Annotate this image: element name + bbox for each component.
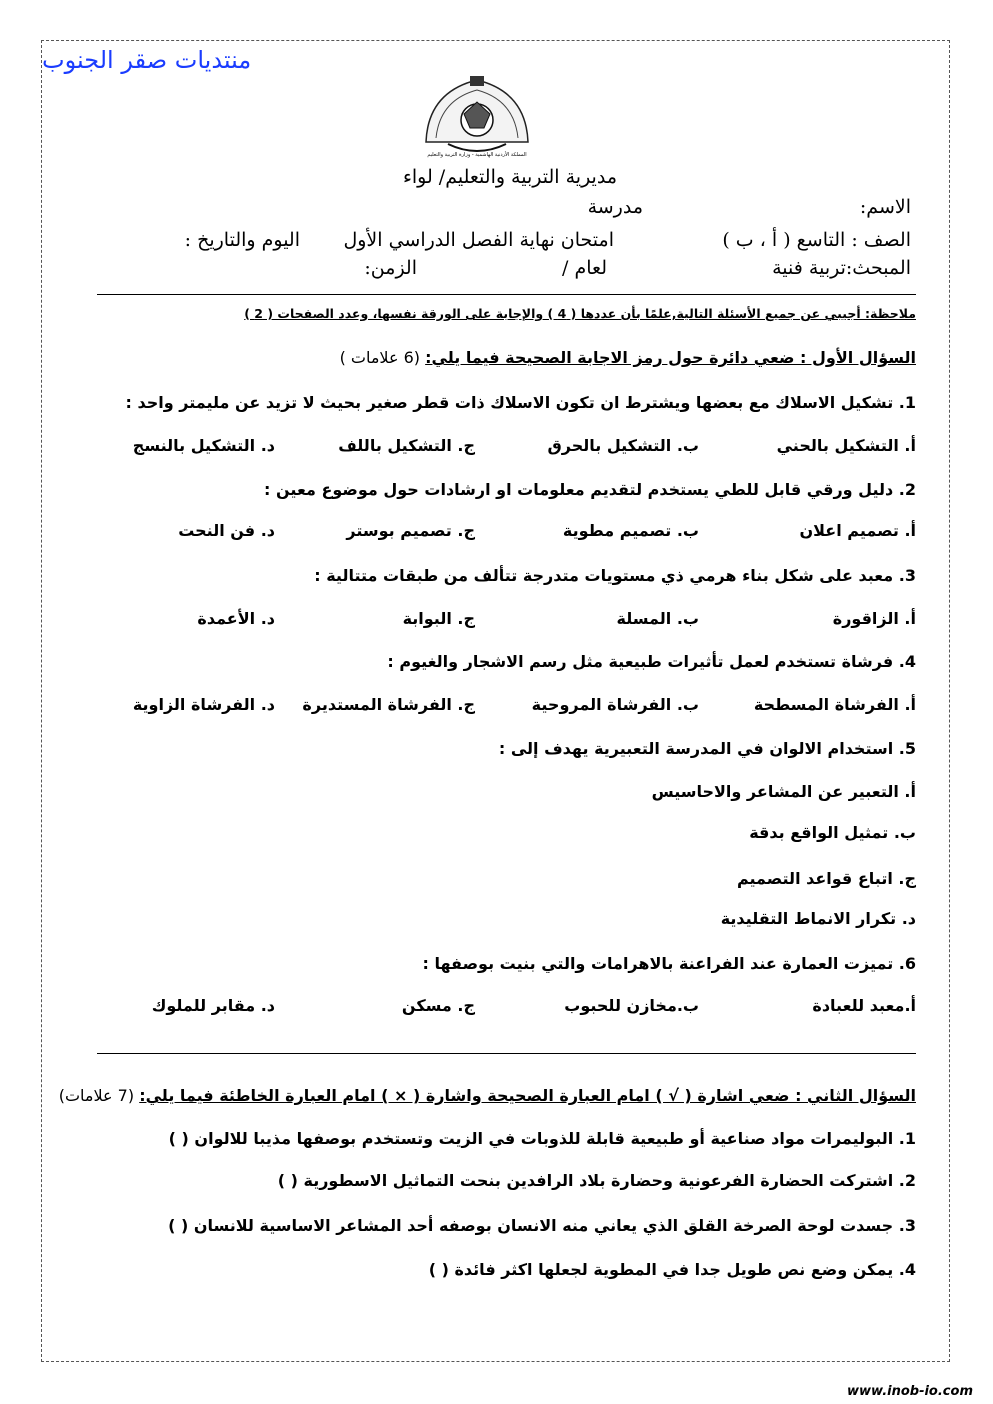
q2-item-2: 2. اشتركت الحضارة الفرعونية وحضارة بلاد الرافدين بنحت التماثيل الاسطورية ( ) <box>277 1171 916 1190</box>
q1-item-2-option-a: أ. تصميم اعلان <box>799 521 916 540</box>
q1-item-2-stem: 2. دليل ورقي قابل للطي يستخدم لتقديم معلومات او ارشادات حول موضوع معين : <box>264 480 916 499</box>
q1-item-2-option-c: ج. تصميم بوستر <box>346 521 475 540</box>
q1-item-4-option-d: د. الفرشاة الزاوية <box>132 695 275 714</box>
q2-item-1: 1. البوليمرات مواد صناعية أو طبيعية قابلة للذوبات في الزيت وتستخدم بوصفها مذيبا للالوان ( ) <box>168 1129 916 1148</box>
q1-item-5-option-d: د. تكرار الانماط التقليدية <box>720 909 916 928</box>
instructions-note: ملاحظة: أجيبي عن جميع الأسئلة التالية,علمًا بأن عددها ( 4 ) والإجابة على الورقة نفسها، وعدد الصفحات ( 2 ) <box>244 306 916 321</box>
forum-watermark: منتديات صقر الجنوب <box>42 46 252 74</box>
section-divider <box>97 1053 916 1054</box>
q1-item-6-option-c: ج. مسكن <box>401 996 475 1015</box>
date-label: اليوم والتاريخ : <box>184 229 300 251</box>
q1-item-4-option-c: ج. الفرشاة المستديرة <box>302 695 475 714</box>
q1-item-4-option-b: ب. الفرشاة المروحية <box>531 695 699 714</box>
q1-item-4-option-a: أ. الفرشاة المسطحة <box>753 695 916 714</box>
header-divider <box>97 294 916 295</box>
q1-item-6-option-a: أ.معبد للعبادة <box>812 996 916 1015</box>
q1-item-6-stem: 6. تميزت العمارة عند الفراعنة بالاهرامات والتي بنيت بوصفها : <box>422 954 916 973</box>
q1-item-2-option-d: د. فن النحت <box>178 521 275 540</box>
q1-item-3-option-b: ب. المسلة <box>616 609 699 628</box>
class-label: الصف : التاسع ( أ ، ب ) <box>722 229 911 251</box>
directorate-label: مديرية التربية والتعليم/ لواء <box>402 166 617 188</box>
q1-item-3-stem: 3. معبد على شكل بناء هرمي ذي مستويات متدرجة تتألف من طبقات متتالية : <box>314 566 916 585</box>
q2-title-row <box>59 1086 916 1105</box>
year-label: لعام / <box>562 257 607 279</box>
q1-item-4-stem: 4. فرشاة تستخدم لعمل تأثيرات طبيعية مثل رسم الاشجار والغيوم : <box>387 652 916 671</box>
q1-title: السؤال الأول : ضعي دائرة حول رمز الاجابة الصحيحة فيما يلي: <box>425 348 916 367</box>
q1-item-6-option-d: د. مقابر للملوك <box>151 996 275 1015</box>
q2-marks: (7 علامات) <box>58 1086 135 1105</box>
q1-item-1-option-d: د. التشكيل بالنسج <box>132 436 275 455</box>
q1-item-3-option-a: أ. الزاقورة <box>832 609 916 628</box>
q1-item-5-option-c: ج. اتباع قواعد التصميم <box>736 869 916 888</box>
name-label: الاسم: <box>859 196 911 218</box>
school-label: مدرسة <box>587 196 643 218</box>
q2-item-3: 3. جسدت لوحة الصرخة القلق الذي يعاني منه الانسان بوصفه أحد المشاعر الاساسية للانسان ( ) <box>168 1216 916 1235</box>
q2-title: السؤال الثاني : ضعي اشارة ( √ ) امام العبارة الصحيحة واشارة ( × ) امام العبارة الخاطئة فيما يلي: <box>139 1086 916 1105</box>
q1-item-5-stem: 5. استخدام الالوان في المدرسة التعبيرية يهدف إلى : <box>498 739 916 758</box>
q1-item-2-option-b: ب. تصميم مطوية <box>562 521 699 540</box>
exam-title: امتحان نهاية الفصل الدراسي الأول <box>343 229 614 251</box>
q1-item-1-stem: 1. تشكيل الاسلاك مع بعضها ويشترط ان تكون الاسلاك ذات قطر صغير بحيث لا تزيد عن مليمتر واحد : <box>125 393 916 412</box>
q1-item-3-option-d: د. الأعمدة <box>197 609 275 628</box>
q1-item-1-option-a: أ. التشكيل بالحني <box>776 436 916 455</box>
q1-title-row <box>340 348 916 367</box>
time-label: الزمن: <box>364 257 417 279</box>
emblem-caption: المملكة الأردنية الهاشمية - وزارة التربية والتعليم <box>427 152 527 158</box>
coat-of-arms-icon <box>418 72 536 160</box>
subject-label: المبحث:تربية فنية <box>772 257 911 279</box>
q1-marks: (6 علامات ) <box>339 348 421 367</box>
q1-item-3-option-c: ج. البوابة <box>402 609 475 628</box>
q1-item-6-option-b: ب.مخازن للحبوب <box>564 996 699 1015</box>
footer-url: www.inob-io.com <box>847 1384 973 1399</box>
q1-item-5-option-b: ب. تمثيل الواقع بدقة <box>749 823 916 842</box>
q1-item-1-option-b: ب. التشكيل بالحرق <box>547 436 699 455</box>
q1-item-5-option-a: أ. التعبير عن المشاعر والاحاسيس <box>651 782 916 801</box>
q2-item-4: 4. يمكن وضع نص طويل جدا في المطوية لجعلها اكثر فائدة ( ) <box>428 1260 916 1279</box>
q1-item-1-option-c: ج. التشكيل باللف <box>338 436 475 455</box>
